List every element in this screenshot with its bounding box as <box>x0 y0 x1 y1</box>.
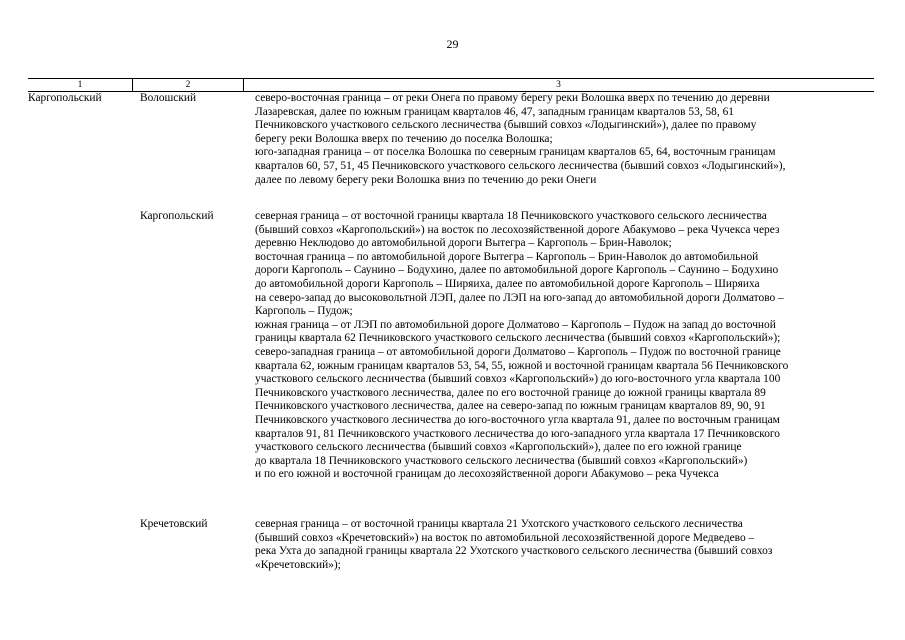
boundary-description <box>255 210 875 482</box>
description-line: Лазаревская, далее по южным границам кварталов 46, 47, западным границам кварталов 53, 58, 61 <box>255 105 734 118</box>
description-line: участкового сельского лесничества (бывший совхоз «Каргопольский»), далее по его южной границе <box>255 441 742 454</box>
description-line: на северо-запад до высоковольтной ЛЭП, далее по ЛЭП на юго-запад до автомобильной дороги Долматово – <box>255 291 784 304</box>
settlement-cell: Каргопольский <box>140 210 214 222</box>
description-line: южная граница – от ЛЭП по автомобильной дороге Долматово – Каргополь – Пудож на запад до восточной <box>255 318 776 331</box>
description-line: северо-западная граница – от автомобильной дороги Долматово – Каргополь – Пудож по восточной границе <box>255 345 781 358</box>
description-line: северная граница – от восточной границы квартала 21 Ухотского участкового сельского лесничества <box>255 518 743 530</box>
description-line: северо-восточная граница – от реки Онега по правому берегу реки Волошка вверх по течению до деревни <box>255 92 770 104</box>
description-line: далее по левому берегу реки Волошка вниз по течению до реки Онеги <box>255 173 597 186</box>
description-line: участкового сельского лесничества (бывший совхоз «Каргопольский») до юго-восточного угла квартала 100 <box>255 373 781 386</box>
description-line: берегу реки Волошка вверх по течению до поселка Волошка; <box>255 132 553 145</box>
table-column-header <box>28 78 874 92</box>
description-line: кварталов 91, 81 Печниковского участкового лесничества до юго-западного угла квартала 17 Печниковского <box>255 427 780 440</box>
description-line: дороги Каргополь – Саунино – Бодухино, далее по автомобильной дороге Каргополь – Саунино – Бодухино <box>255 264 779 277</box>
column-header-2: 2 <box>132 79 244 91</box>
description-line: (бывший совхоз «Каргопольский») на восток по лесохозяйственной дорогe Абакумово – река Чучекса через <box>255 223 780 236</box>
description-line: и по его южной и восточной границам до лесохозяйственной дороги Абакумово – река Чучекса <box>255 468 719 481</box>
description-line: «Кречетовский»); <box>255 558 341 571</box>
column-header-1: 1 <box>77 80 83 90</box>
settlement-cell: Волошский <box>140 92 197 104</box>
description-line: Печниковского участкового лесничества до юго-восточного угла квартала 91, далее по восточным границам <box>255 413 780 426</box>
description-line: границы квартала 62 Печниковского участкового сельского лесничества (бывший совхоз «Каргопольский»); <box>255 332 781 345</box>
description-line: северная граница – от восточной границы квартала 18 Печниковского участкового сельского лесничества <box>255 210 767 222</box>
district-cell: Каргопольский <box>28 92 102 104</box>
boundary-description <box>255 92 875 187</box>
description-line: восточная граница – по автомобильной дороге Вытегра – Каргополь – Брин-Наволок до автомобильной <box>255 250 759 263</box>
page-number: 29 <box>446 37 459 51</box>
description-line: Печниковского участкового лесничества, далее по его восточной границе до южной границы квартала 89 <box>255 386 766 399</box>
description-line: до автомобильной дороги Каргополь – Ширяиха, далее по автомобильной дороге Каргополь – Ширяиха <box>255 277 760 290</box>
settlement-cell: Кречетовский <box>140 518 208 530</box>
description-line: Печниковского участкового лесничества, далее на северо-запад по южным границам кварталов 89, 90, 91 <box>255 400 766 413</box>
description-line: Печниковского участкового сельского лесничества (бывший совхоз «Лодыгинский»), далее по правому <box>255 119 757 132</box>
description-line: кварталов 60, 57, 51, 45 Печниковского участкового сельского лесничества (бывший совхоз «Лодыгинский»), <box>255 159 786 172</box>
description-line: квартала 62, южным границам кварталов 53, 54, 55, южной и восточной границам квартала 56 Печниковского <box>255 359 789 372</box>
description-line: Каргополь – Пудож; <box>255 305 353 318</box>
boundary-description <box>255 518 875 572</box>
column-header-3: 3 <box>556 80 561 90</box>
description-line: юго-западная граница – от поселка Волошка по северным границам кварталов 65, 64, восточным границам <box>255 146 776 159</box>
description-line: река Ухта до западной границы квартала 22 Ухотского участкового сельского лесничества (бывший совхоз <box>255 545 773 558</box>
description-line: (бывший совхоз «Кречетовский») на восток по автомобильной лесохозяйственной дороге Медведево – <box>255 531 755 544</box>
description-line: до квартала 18 Печниковского участкового сельского лесничества (бывший совхоз «Каргопольский») <box>255 454 748 467</box>
description-line: деревню Неклюдово до автомобильной дороги Вытегра – Каргополь – Брин-Наволок; <box>255 237 672 250</box>
